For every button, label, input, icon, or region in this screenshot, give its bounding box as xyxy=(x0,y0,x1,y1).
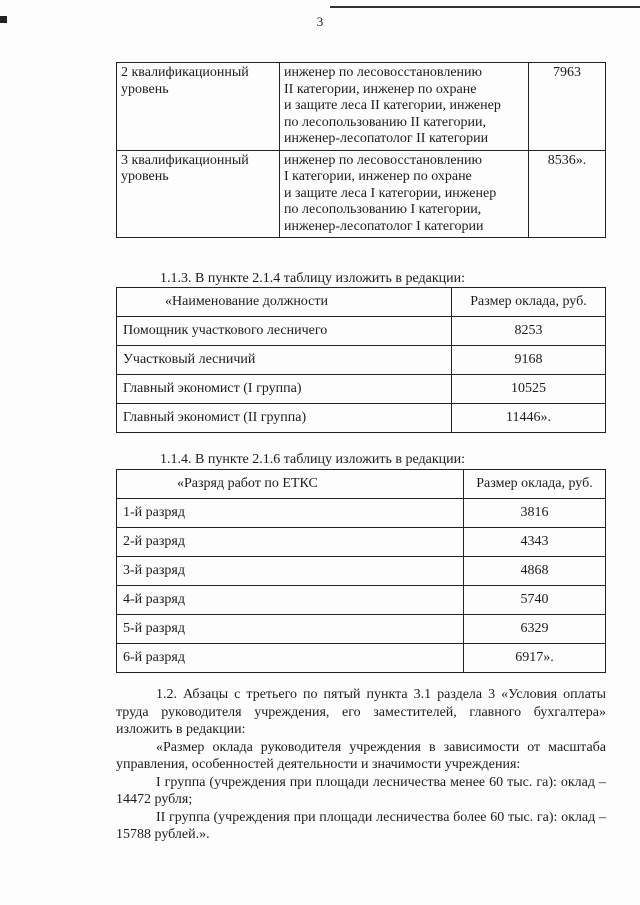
qualification-level: 3 квалификационный уровень xyxy=(117,150,280,238)
header-grade: «Разряд работ по ЕТКС xyxy=(117,470,464,499)
position-name: Помощник участкового лесничего xyxy=(117,317,452,346)
paragraph-group-2: II группа (учреждения при площади лесничества более 60 тыс. га): оклад – 15788 рублей.». xyxy=(116,809,606,842)
position-name: Главный экономист (I группа) xyxy=(117,375,452,404)
positions-table xyxy=(116,287,606,433)
grade-name: 6-й разряд xyxy=(117,644,464,673)
position-list xyxy=(280,150,529,238)
amendment-text xyxy=(116,686,606,844)
table-row xyxy=(117,375,606,404)
salary-cell: 9168 xyxy=(452,346,606,375)
salary-cell: 11446». xyxy=(452,404,606,433)
table-row xyxy=(117,63,606,151)
top-rule xyxy=(330,6,640,8)
position-line: инженер-лесопатолог II категории xyxy=(284,131,489,146)
page-number: 3 xyxy=(316,14,324,29)
position-line: инженер-лесопатолог I категории xyxy=(284,218,484,234)
position-line: по лесопользованию II категории, xyxy=(284,114,486,130)
table-row xyxy=(117,317,606,346)
table-row xyxy=(117,499,606,528)
caption-1-1-4: 1.1.4. В пункте 2.1.6 таблицу изложить в редакции: xyxy=(160,452,465,467)
position-name: Главный экономист (II группа) xyxy=(117,404,452,433)
salary-cell: 5740 xyxy=(464,586,606,615)
grade-name: 4-й разряд xyxy=(117,586,464,615)
salary-cell: 4868 xyxy=(464,557,606,586)
position-line: и защите леса I категории, инженер xyxy=(284,185,497,201)
position-line: инженер по лесовосстановлению xyxy=(284,152,483,168)
table-header-row xyxy=(117,470,606,499)
position-line: инженер по лесовосстановлению xyxy=(284,65,483,80)
table-row xyxy=(117,615,606,644)
table-header-row xyxy=(117,288,606,317)
salary-cell: 10525 xyxy=(452,375,606,404)
paragraph-salary-intro: «Размер оклада руководителя учреждения в зависимости от масштаба управления, особенностей деятельности и значимости учреждения: xyxy=(116,739,606,772)
salary-cell: 8536». xyxy=(529,150,606,238)
grade-name: 5-й разряд xyxy=(117,615,464,644)
table-row xyxy=(117,586,606,615)
header-position-name: «Наименование должности xyxy=(117,288,452,317)
position-name: Участковый лесничий xyxy=(117,346,452,375)
header-salary: Размер оклада, руб. xyxy=(464,470,606,499)
caption-1-1-3: 1.1.3. В пункте 2.1.4 таблицу изложить в редакции: xyxy=(160,271,465,286)
salary-cell: 8253 xyxy=(452,317,606,346)
salary-cell: 6329 xyxy=(464,615,606,644)
table-row xyxy=(117,150,606,238)
position-list xyxy=(280,63,529,151)
paragraph-1-2: 1.2. Абзацы с третьего по пятый пункта 3.1 раздела 3 «Условия оплаты труда руководителя учреждения, его заместителей, главного бухгалтера» изложить в редакции: xyxy=(116,687,606,737)
position-line: и защите леса II категории, инженер xyxy=(284,98,501,113)
qualification-level: 2 квалификационный уровень xyxy=(117,63,280,151)
qualification-table xyxy=(116,62,606,238)
table-row xyxy=(117,644,606,673)
salary-cell: 3816 xyxy=(464,499,606,528)
paragraph-group-1: I группа (учреждения при площади лесничества менее 60 тыс. га): оклад – 14472 рубля; xyxy=(116,774,606,807)
table-row xyxy=(117,528,606,557)
salary-cell: 4343 xyxy=(464,528,606,557)
grade-name: 2-й разряд xyxy=(117,528,464,557)
table-row xyxy=(117,346,606,375)
salary-cell: 6917». xyxy=(464,644,606,673)
table-row xyxy=(117,404,606,433)
table-row xyxy=(117,557,606,586)
header-salary: Размер оклада, руб. xyxy=(452,288,606,317)
position-line: по лесопользованию I категории, xyxy=(284,202,482,217)
grades-table xyxy=(116,469,606,673)
grade-name: 1-й разряд xyxy=(117,499,464,528)
position-line: II категории, инженер по охране xyxy=(284,81,477,97)
salary-cell: 7963 xyxy=(529,63,606,151)
grade-name: 3-й разряд xyxy=(117,557,464,586)
position-line: I категории, инженер по охране xyxy=(284,169,472,184)
